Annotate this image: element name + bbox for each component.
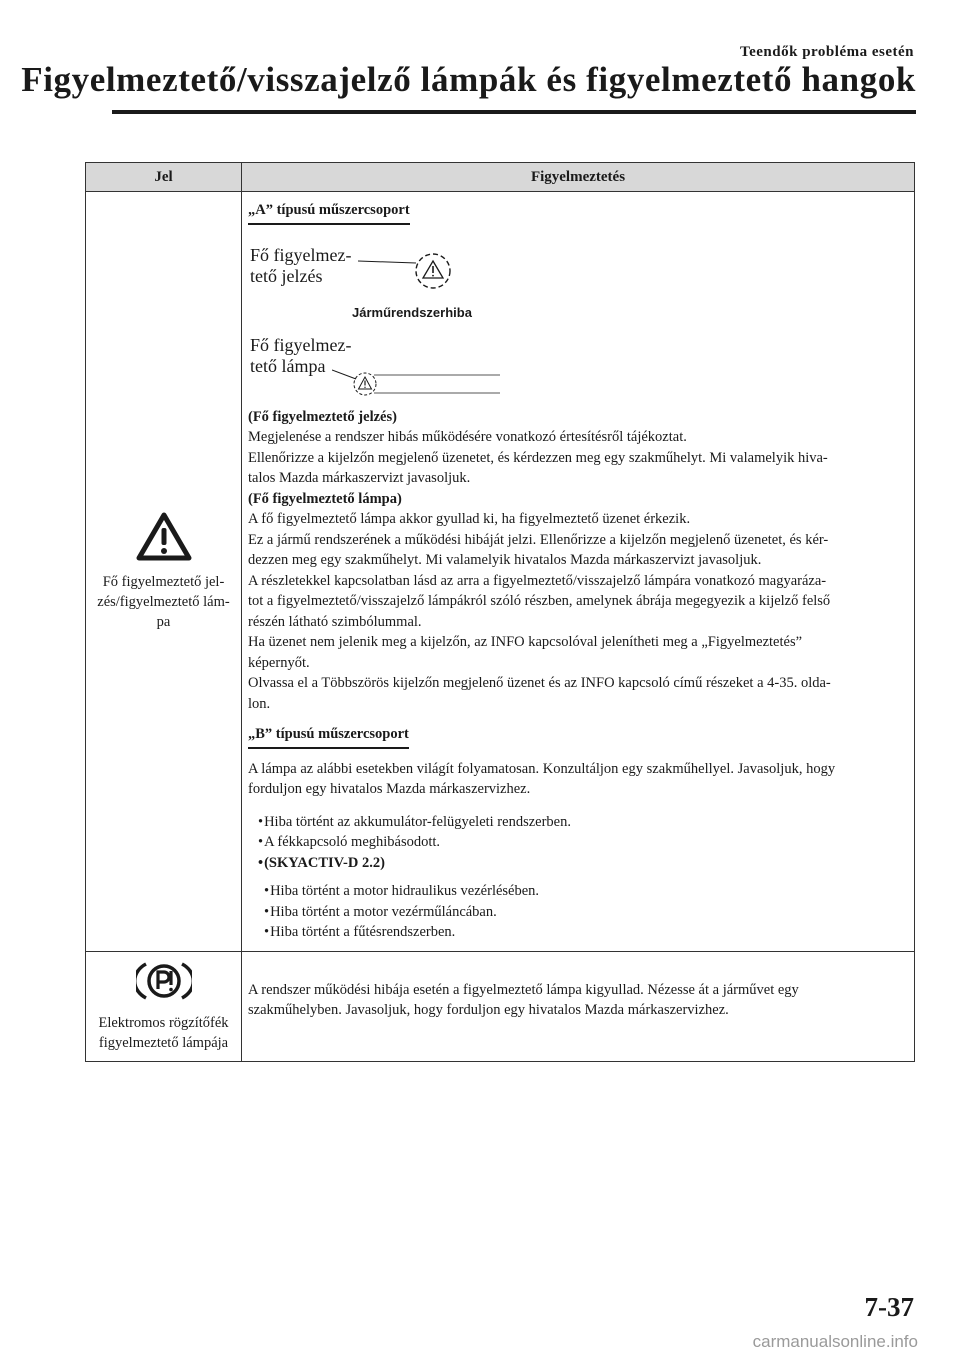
symbol-cell <box>86 192 242 952</box>
symbol-cell <box>86 951 242 1061</box>
symbol-label: Elektromos rögzítőfék figyelmeztető lámpája <box>98 1014 229 1051</box>
cluster-illustration <box>248 231 908 407</box>
list-item: • (SKYACTIV-D 2.2) <box>258 853 908 874</box>
warning-triangle-icon <box>135 511 193 563</box>
vehicle-system-warning-icon <box>412 251 454 291</box>
sub-bullet-list <box>248 881 908 943</box>
table-header-row <box>86 163 915 192</box>
symbol-label: Fő figyelmeztető jel- zés/figyelmeztető lám- pa <box>97 573 230 630</box>
column-header-symbol: Jel <box>86 163 242 192</box>
illus-label-warning-indication: Fő figyelmez- tető jelzés <box>250 244 352 286</box>
page-number: 7-37 <box>864 1292 914 1322</box>
illus-caption: Járműrendszerhiba <box>352 304 472 320</box>
list-item: • Hiba történt az akkumulátor-felügyeleti rendszerben. <box>258 812 908 833</box>
illus-label-warning-lamp: Fő figyelmez- tető lámpa <box>250 334 352 376</box>
section-a-text: (Fő figyelmeztető jelzés) Megjelenése a rendszer hibás működésére vonatkozó értesítésről tájékoztat. Ellenőrizze a kijelzőn megjelenő üzenetet, és kérdezzen meg egy szakműhelyt. Mi valamelyik hiva- talos Mazda márkaszervizt javasoljuk. (Fő figyelmeztető lámpa) A fő figyelmeztető lámpa akkor gyullad ki, ha figyelmeztető üzenet érkezik. Ez a jármű rendszerének a működési hibáját jelzi. Ellenőrizze a kijelzőn megjelenő üzenetet, és kér- dezzen meg egy szakműhelyt. Mi valamelyik hivatalos Mazda márkaszervizt javasoljuk. A részletekkel kapcsolatban lásd az arra a figyelmeztető/visszajelző lámpára vonatkozó magyaráza- tot a figyelmeztető/visszajelző lámpákról szóló részben, amelynek ábrája megegyezik a kijelző felső részén látható szimbólummal. Ha üzenet nem jelenik meg a kijelzőn, az INFO kapcsolóval jelenítheti meg a „Figyelmeztetés” képernyőt. Olvassa el a Többszörös kijelzőn megjelenő üzenet és az INFO kapcsoló című részeket a 4-35. olda- lon. <box>248 408 831 712</box>
list-item: • A fékkapcsoló meghibásodott. <box>258 832 908 853</box>
page-title: Figyelmeztető/visszajelző lámpák és figyelmeztető hangok <box>21 60 916 99</box>
description-cell <box>242 192 915 952</box>
column-header-warning: Figyelmeztetés <box>242 163 915 192</box>
list-item: • Hiba történt a motor vezérműláncában. <box>264 902 908 923</box>
bullet-list <box>248 812 908 874</box>
table-row <box>86 192 915 952</box>
master-warning-lamp-icon <box>352 371 378 397</box>
list-item: • Hiba történt a motor hidraulikus vezérlésében. <box>264 881 908 902</box>
section-b-heading: „B” típusú műszercsoport <box>248 724 409 749</box>
section-a-heading: „A” típusú műszercsoport <box>248 200 410 225</box>
section-header: Teendők probléma esetén <box>739 44 914 60</box>
watermark: carmanualsonline.info <box>752 1332 918 1351</box>
list-item: • Hiba történt a fűtésrendszerben. <box>264 922 908 943</box>
table-row <box>86 951 915 1061</box>
warning-table <box>85 162 915 1062</box>
header-rule <box>112 110 916 114</box>
section-b-text: A lámpa az alábbi esetekben világít folyamatosan. Konzultáljon egy szakműhellyel. Javasoljuk, hogy forduljon egy hivatalos Mazda márkaszervizhez. <box>248 760 836 797</box>
parking-brake-warning-icon <box>136 958 192 1004</box>
description-cell: A rendszer működési hibája esetén a figyelmeztető lámpa kigyullad. Nézesse át a járművet egy szakműhelyben. Javasoljuk, hogy forduljon egy hivatalos Mazda márkaszervizhez. <box>242 951 915 1061</box>
